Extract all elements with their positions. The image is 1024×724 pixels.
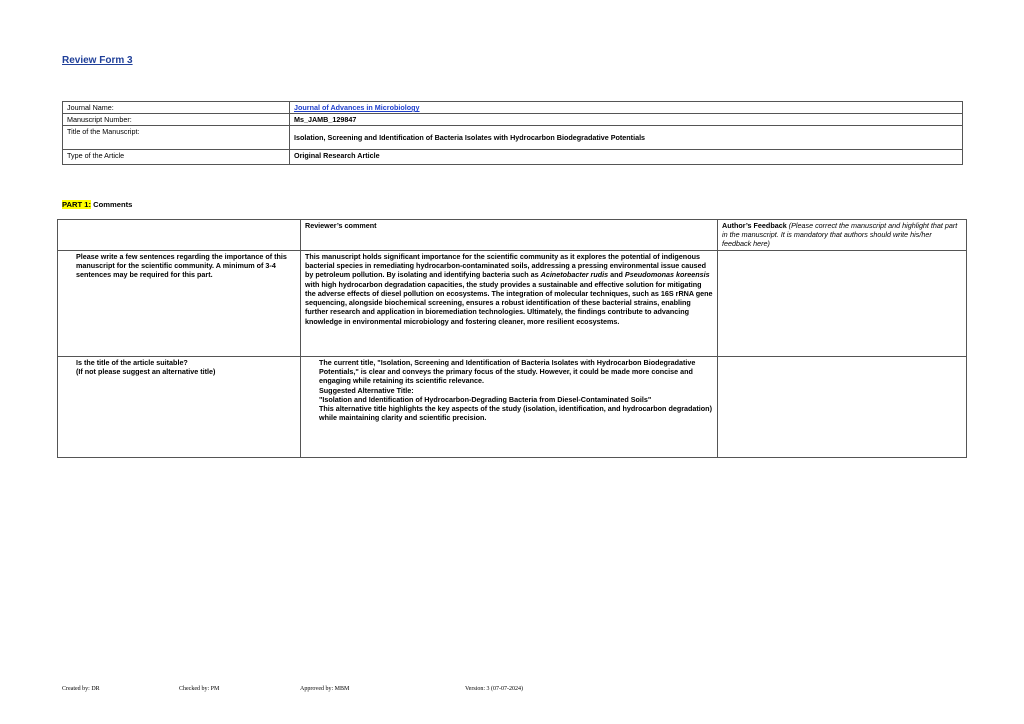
footer-version: Version: 3 (07-07-2024) [465,686,523,692]
header-empty-cell [58,220,301,251]
journal-link[interactable]: Journal of Advances in Microbiology [294,103,420,112]
manuscript-title: Isolation, Screening and Identification of Bacteria Isolates with Hydrocarbon Biodegradative Potentials [294,133,646,142]
author-feedback-label: Author’s Feedback [722,221,787,230]
info-row-manuscript-number [63,114,963,126]
comment-cell: The current title, "Isolation, Screening and Identification of Bacteria Isolates with Hydrocarbon Biodegradative Potentials," is clear and conveys the primary focus of the study. However, it could be made more concise and engaging while retaining its scientific relevance. Suggested Alternative Title: "Isolation and Identification of Hydrocarbon-Degrading Bacteria from Diesel-Contaminated Soils" This alternative title highlights the key aspects of the study (isolation, identification, and hydrocarbon degradation) while maintaining clarity and scientific precision. [301,357,718,458]
question-cell: Please write a few sentences regarding the importance of this manuscript for the scientific community. A minimum of 3-4 sentences may be required for this part. [58,251,301,357]
info-label: Title of the Manuscript: [63,126,290,150]
info-row-title [63,126,963,150]
info-label: Journal Name: [63,102,290,114]
info-label: Manuscript Number: [63,114,290,126]
comment-row [58,251,967,357]
species-name: Pseudomonas koreensis [624,270,710,280]
comments-header-row [58,220,967,251]
footer-approved: Approved by: MBM [300,686,350,692]
comments-table [57,219,967,458]
part-title: Comments [90,200,133,209]
author-feedback-note: (Please correct the manuscript and highlight that part in the manuscript. It is mandatory that authors should write his/her feedback here) [722,221,958,249]
manuscript-info-table [62,101,963,165]
part-heading [62,200,132,209]
suggested-title: "Isolation and Identification of Hydrocarbon-Degrading Bacteria from Diesel-Contaminated Soils" [319,394,652,404]
info-value [290,102,963,114]
header-reviewer-comment: Reviewer’s comment [301,220,718,251]
comment-row [58,357,967,458]
header-author-feedback [718,220,967,251]
species-name: Acinetobacter rudis [540,270,609,280]
info-row-journal [63,102,963,114]
author-feedback-cell[interactable] [718,357,967,458]
author-feedback-cell[interactable] [718,251,967,357]
info-label: Type of the Article [63,150,290,165]
question-cell: Is the title of the article suitable? (If not please suggest an alternative title) [58,357,301,458]
footer-created: Created by: DR [62,686,100,692]
comment-cell: This manuscript holds significant importance for the scientific community as it explores the potential of indigenous bacterial species in remediating hydrocarbon-contaminated soils, addressing a pressing environmental issue caused by petroleum pollution. By isolating and identifying bacteria such as Acinetobacter rudis and Pseudomonas koreensis with high hydrocarbon degradation capacities, the study provides a sustainable and effective solution for mitigating the adverse effects of diesel pollution on ecosystems. The integration of molecular techniques, such as 16S rRNA gene sequencing, alongside biochemical screening, ensures a robust identification of these bacterial strains, enabling further research and application in bioremediation technologies. Ultimately, the findings contribute to advancing knowledge in environmental microbiology and fostering cleaner, more resilient ecosystems. [301,251,718,357]
info-row-article-type [63,150,963,165]
footer-checked: Checked by: PM [179,686,220,692]
info-value: Ms_JAMB_129847 [290,114,963,126]
form-title: Review Form 3 [62,55,133,66]
info-value [290,126,963,150]
info-value: Original Research Article [290,150,963,165]
suggested-title-label: Suggested Alternative Title: [319,385,414,395]
part-number: PART 1: [62,200,91,209]
